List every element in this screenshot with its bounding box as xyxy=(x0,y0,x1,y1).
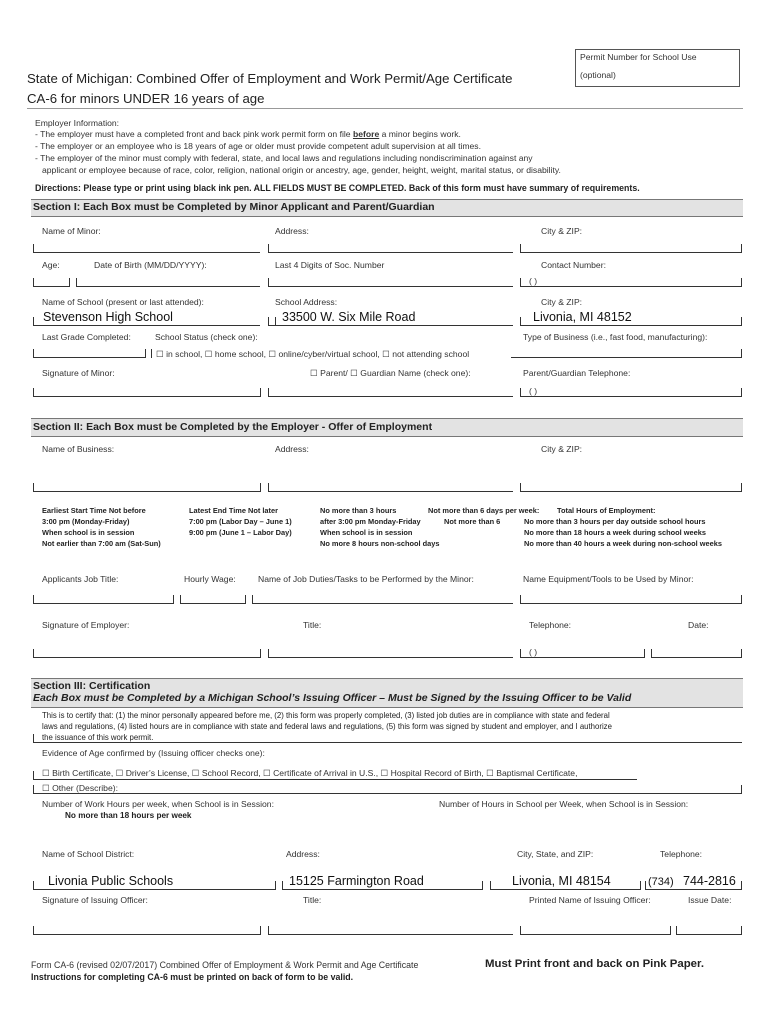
minor-signature-label: Signature of Minor: xyxy=(42,368,115,378)
end-rule-line: 9:00 pm (June 1 – Labor Day) xyxy=(189,528,292,537)
dob-field[interactable] xyxy=(76,286,260,287)
certification-line1: This is to certify that: (1) the minor personally appeared before me, (2) this form was properly completed, (3) listed job duties are in compliance with state and federal xyxy=(42,711,610,720)
employer-date-label: Date: xyxy=(688,620,709,630)
evidence-options[interactable]: ☐ Birth Certificate, ☐ Driver’s License, ☐ School Record, ☐ Certificate of Arrival in U.S., ☐ Hospital Record of Birth, ☐ Baptismal Certificate, xyxy=(42,768,578,778)
age-field[interactable] xyxy=(33,286,69,287)
employer-info-line1-pre: - The employer must have a completed front and back pink work permit form on file xyxy=(35,129,353,139)
permit-optional-label: (optional) xyxy=(580,70,616,80)
minor-address-label: Address: xyxy=(275,226,309,236)
job-title-label: Applicants Job Title: xyxy=(42,574,119,584)
school-name-value[interactable]: Stevenson High School xyxy=(43,310,173,324)
permit-number-label: Permit Number for School Use xyxy=(580,52,697,62)
days-rule-line: Not more than 6 days per week: xyxy=(428,506,540,515)
employer-info-line3: - The employer of the minor must comply with federal, state, and local laws and regulations including nondiscrimination against any xyxy=(35,153,533,163)
last-grade-label: Last Grade Completed: xyxy=(42,332,131,342)
business-city-field[interactable] xyxy=(520,491,742,492)
section3-header xyxy=(31,678,743,708)
school-address-value[interactable]: 33500 W. Six Mile Road xyxy=(282,310,416,324)
school-name-label: Name of School (present or last attended): xyxy=(42,297,204,307)
school-status-options[interactable]: ☐ in school, ☐ home school, ☐ online/cyber/virtual school, ☐ not attending school xyxy=(156,349,470,359)
last-grade-field[interactable] xyxy=(33,357,145,358)
certification-line3: the issuance of this work permit. xyxy=(42,733,154,742)
hours-rule-line: No more 8 hours non-school days xyxy=(320,539,440,548)
officer-signature-field[interactable] xyxy=(33,934,260,935)
school-city-zip-label: City & ZIP: xyxy=(541,297,583,307)
hours-rule-line: No more than 3 hours xyxy=(320,506,397,515)
directions-bold: Directions: Please type or print using black ink pen. ALL FIELDS MUST BE COMPLETED xyxy=(35,183,405,193)
job-duties-field[interactable] xyxy=(252,603,513,604)
dob-label: Date of Birth (MM/DD/YYYY): xyxy=(94,260,207,270)
hours-rule-line: after 3:00 pm Monday-Friday xyxy=(320,517,421,526)
business-address-field[interactable] xyxy=(268,491,513,492)
officer-title-label: Title: xyxy=(303,895,322,905)
total-rule-line: No more than 18 hours a week during school weeks xyxy=(524,528,706,537)
employer-info-line4: applicant or employee because of race, color, religion, national origin or ancestry, age, gender, height, weight, marital status, or disability. xyxy=(42,165,561,175)
guardian-phone-field[interactable] xyxy=(520,396,742,397)
officer-name-label: Printed Name of Issuing Officer: xyxy=(529,895,651,905)
minor-city-zip-label: City & ZIP: xyxy=(541,226,583,236)
employer-phone-label: Telephone: xyxy=(529,620,572,630)
school-address-label: School Address: xyxy=(275,297,338,307)
contact-number-parens: ( ) xyxy=(529,276,538,286)
district-area-code[interactable]: (734) xyxy=(648,876,674,888)
school-hours-label: Number of Hours in School per Week, when School is in Session: xyxy=(439,799,689,809)
section1-header xyxy=(31,199,743,217)
certification-line2: laws and regulations, (4) listed hours are in compliance with state and federal laws and regulations, (5) this form was signed by student and employer, and I authorize xyxy=(42,722,612,731)
job-title-field[interactable] xyxy=(33,603,173,604)
minor-address-field[interactable] xyxy=(268,252,513,253)
hourly-wage-label: Hourly Wage: xyxy=(184,574,236,584)
total-rule-line: No more than 40 hours a week during non-school weeks xyxy=(524,539,722,548)
district-phone-value[interactable]: 744-2816 xyxy=(683,874,736,888)
ssn-field[interactable] xyxy=(268,286,513,287)
school-city-value[interactable]: Livonia, MI 48152 xyxy=(533,310,632,324)
district-phone-label: Telephone: xyxy=(660,849,703,859)
officer-signature-label: Signature of Issuing Officer: xyxy=(42,895,148,905)
equipment-label: Name Equipment/Tools to be Used by Minor: xyxy=(523,574,694,584)
minor-name-field[interactable] xyxy=(33,252,260,253)
issue-date-label: Issue Date: xyxy=(688,895,732,905)
guardian-phone-parens: ( ) xyxy=(529,386,538,396)
form-revision-note: Form CA-6 (revised 02/07/2017) Combined Offer of Employment & Work Permit and Age Certificate xyxy=(31,960,419,970)
school-status-label: School Status (check one): xyxy=(155,332,258,342)
page-subtitle: CA-6 for minors UNDER 16 years of age xyxy=(27,91,265,106)
employer-title-field[interactable] xyxy=(268,657,513,658)
permit-number-box[interactable] xyxy=(575,49,740,87)
total-rule-line: No more than 3 hours per day outside school hours xyxy=(524,517,706,526)
employer-info-line2: - The employer or an employee who is 18 years of age or older must provide competent adult supervision at all times. xyxy=(35,141,481,151)
employer-phone-field[interactable] xyxy=(520,657,644,658)
school-district-label: Name of School District: xyxy=(42,849,135,859)
section3-subtitle: Each Box must be Completed by a Michigan School’s Issuing Officer – Must be Signed by the Issuing Officer to be Valid xyxy=(33,692,632,704)
employer-info-line1-post: a minor begins work. xyxy=(379,129,461,139)
guardian-phone-label: Parent/Guardian Telephone: xyxy=(523,368,631,378)
section1-title: Section I: Each Box must be Completed by Minor Applicant and Parent/Guardian xyxy=(33,201,435,213)
employer-phone-parens: ( ) xyxy=(529,647,538,657)
start-rule-line: 3:00 pm (Monday-Friday) xyxy=(42,517,130,526)
guardian-name-field[interactable] xyxy=(268,396,513,397)
business-name-label: Name of Business: xyxy=(42,444,115,454)
hourly-wage-field[interactable] xyxy=(180,603,245,604)
business-name-field[interactable] xyxy=(33,491,260,492)
other-evidence-field[interactable] xyxy=(33,793,742,794)
work-hours-value: No more than 18 hours per week xyxy=(65,811,192,820)
district-city-label: City, State, and ZIP: xyxy=(517,849,594,859)
header-divider xyxy=(27,108,743,109)
district-address-value[interactable]: 15125 Farmington Road xyxy=(289,874,424,888)
evidence-of-age-label: Evidence of Age confirmed by (Issuing officer checks one): xyxy=(42,748,265,758)
page-title: State of Michigan: Combined Offer of Employment and Work Permit/Age Certificate xyxy=(27,71,513,86)
contact-number-field[interactable] xyxy=(520,286,742,287)
officer-name-field[interactable] xyxy=(520,934,670,935)
directions-rest: . Back of this form must have summary of requirements. xyxy=(404,183,640,193)
start-rule-line: When school is in session xyxy=(42,528,135,537)
section2-header xyxy=(31,418,743,437)
section3-title: Section III: Certification xyxy=(33,680,151,692)
contact-number-label: Contact Number: xyxy=(541,260,606,270)
employer-info-line1 xyxy=(35,129,461,139)
school-district-value[interactable]: Livonia Public Schools xyxy=(48,874,174,888)
total-rule-line: Total Hours of Employment: xyxy=(557,506,656,515)
business-type-field[interactable] xyxy=(511,357,742,358)
hours-rule-line: When school is in session xyxy=(320,528,413,537)
business-city-zip-label: City & ZIP: xyxy=(541,444,583,454)
business-address-label: Address: xyxy=(275,444,309,454)
guardian-name-label[interactable]: ☐ Parent/ ☐ Guardian Name (check one): xyxy=(310,368,471,378)
officer-title-field[interactable] xyxy=(268,934,513,935)
business-type-label: Type of Business (i.e., fast food, manufacturing): xyxy=(523,332,708,342)
ssn-label: Last 4 Digits of Soc. Number xyxy=(275,260,385,270)
days-rule-line: Not more than 6 xyxy=(444,517,501,526)
pink-paper-note: Must Print front and back on Pink Paper. xyxy=(485,958,704,970)
equipment-field[interactable] xyxy=(520,603,742,604)
section2-title: Section II: Each Box must be Completed by the Employer - Offer of Employment xyxy=(33,421,433,433)
district-city-value[interactable]: Livonia, MI 48154 xyxy=(512,874,611,888)
employer-date-field[interactable] xyxy=(651,657,742,658)
minor-city-field[interactable] xyxy=(520,252,742,253)
employer-info-line1-bold: before xyxy=(352,129,380,139)
end-rule-line: 7:00 pm (Labor Day – June 1) xyxy=(189,517,292,526)
instructions-note: Instructions for completing CA-6 must be printed on back of form to be valid. xyxy=(31,972,354,982)
district-address-label: Address: xyxy=(286,849,320,859)
start-rule-line: Earliest Start Time Not before xyxy=(42,506,146,515)
start-rule-line: Not earlier than 7:00 am (Sat-Sun) xyxy=(42,539,161,548)
issue-date-field[interactable] xyxy=(676,934,742,935)
other-evidence-option[interactable]: ☐ Other (Describe): xyxy=(42,783,118,793)
minor-name-label: Name of Minor: xyxy=(42,226,101,236)
age-label: Age: xyxy=(42,260,60,270)
job-duties-label: Name of Job Duties/Tasks to be Performed by the Minor: xyxy=(258,574,474,584)
employer-title-label: Title: xyxy=(303,620,322,630)
work-hours-label: Number of Work Hours per week, when School is in Session: xyxy=(42,799,274,809)
minor-signature-field[interactable] xyxy=(33,396,260,397)
directions xyxy=(35,183,640,193)
end-rule-line: Latest End Time Not later xyxy=(189,506,278,515)
employer-signature-field[interactable] xyxy=(33,657,260,658)
employer-signature-label: Signature of Employer: xyxy=(42,620,130,630)
employer-info-heading: Employer Information: xyxy=(35,118,120,128)
